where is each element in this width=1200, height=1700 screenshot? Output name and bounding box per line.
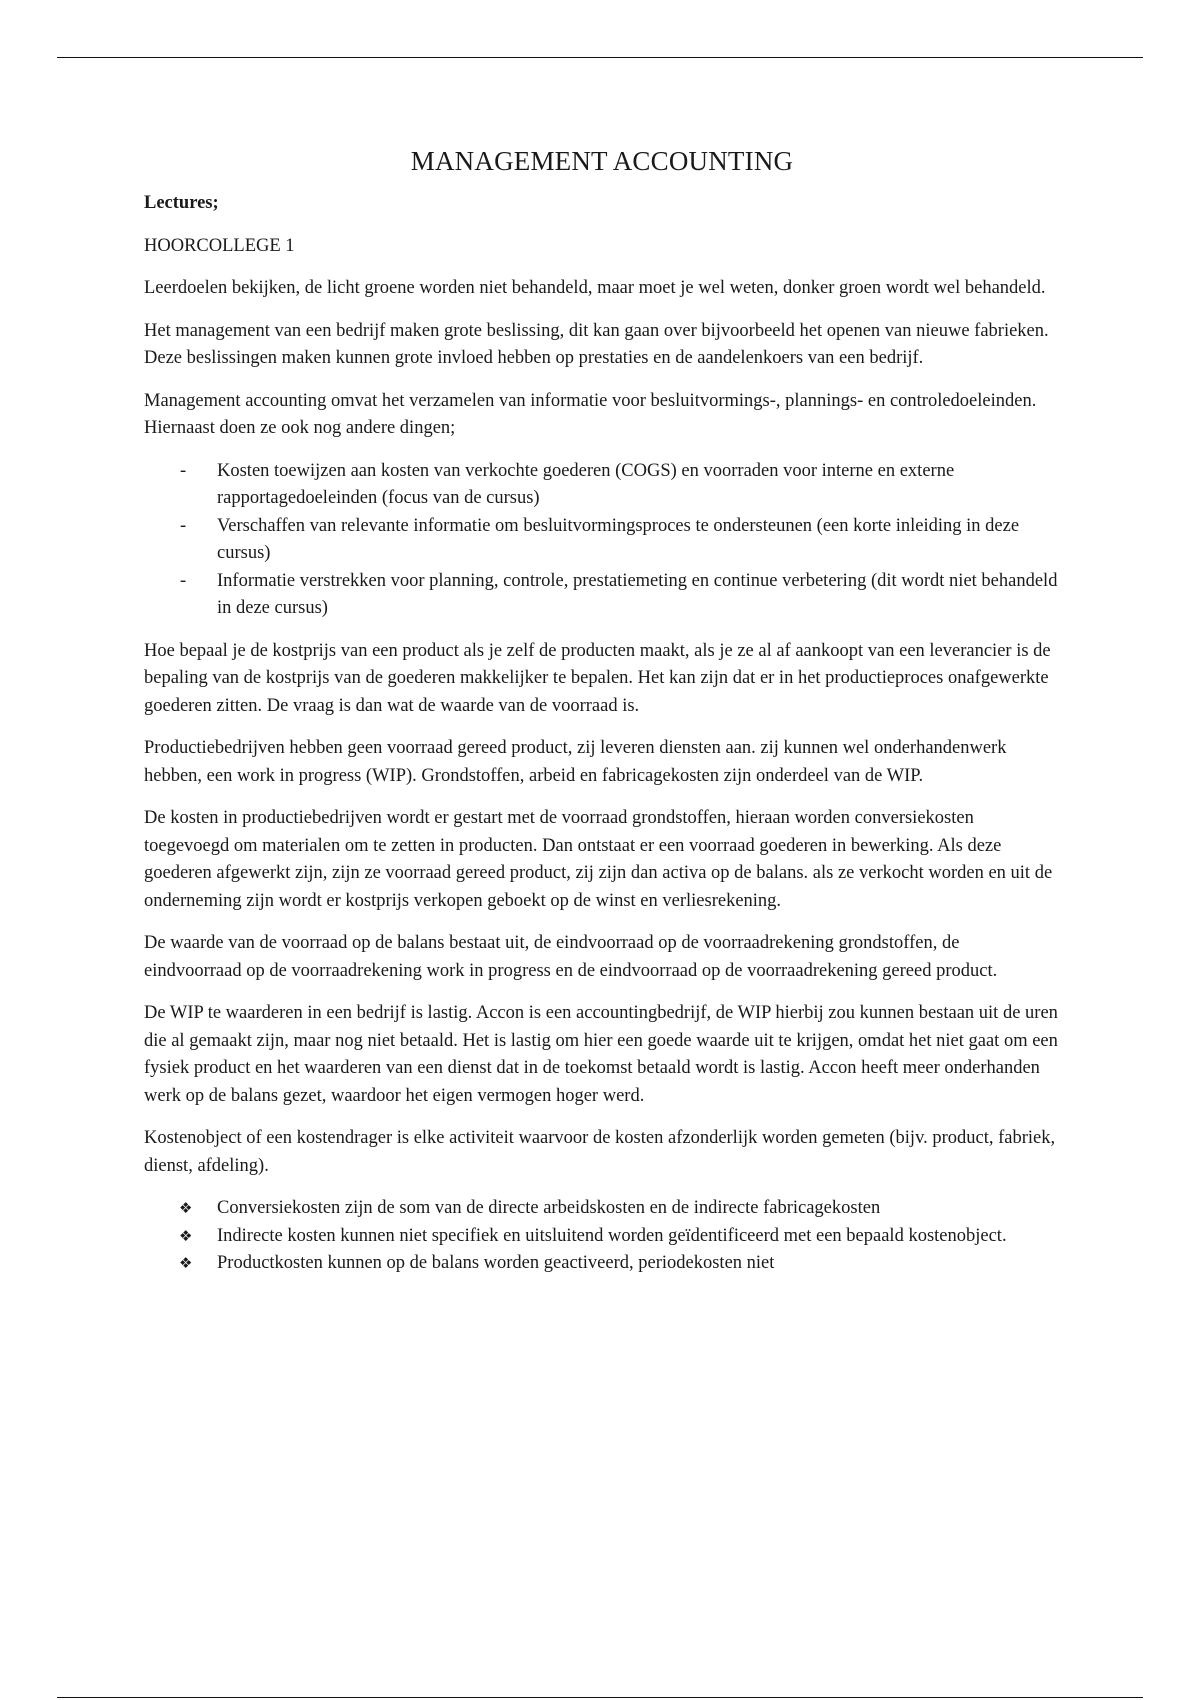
diamond-bullet-icon: ❖ — [179, 1226, 193, 1245]
list-item — [144, 1195, 1060, 1223]
paragraph-costs-flow: De kosten in productiebedrijven wordt er gestart met de voorraad grondstoffen, hieraan worden conversiekosten toegevoegd om materialen om te zetten in producten. Dan ontstaat er een voorraad goederen in bewerking. Als deze goederen afgewerkt zijn, zijn ze voorraad gereed product, zij zijn dan activa op de balans. als ze verkocht worden en uit de onderneming zijn wordt er kostprijs verkopen geboekt op de winst en verliesrekening. — [144, 808, 1053, 911]
paragraph-management-decisions: Het management van een bedrijf maken grote beslissing, dit kan gaan over bijvoorbeeld het openen van nieuwe fabrieken. Deze beslissingen maken kunnen grote invloed hebben op prestaties en de aandelenkoers van een bedrijf. — [144, 320, 1049, 368]
list-item — [144, 568, 1060, 623]
diamond-bullet-icon: ❖ — [179, 1199, 193, 1217]
diamond-list — [144, 1195, 1060, 1278]
document-title: MANAGEMENT ACCOUNTING — [410, 146, 794, 176]
paragraph-management-accounting: Management accounting omvat het verzamelen van informatie voor besluitvormings-, plannings- en controledoeleinden. Hiernaast doen ze ook nog andere dingen; — [144, 390, 1037, 438]
list-item-text: Verschaffen van relevante informatie om besluitvormingsproces te ondersteunen (een korte inleiding in deze cursus) — [217, 515, 1020, 563]
list-item-text: Informatie verstrekken voor planning, controle, prestatiemeting en continue verbetering (dit wordt niet behandeld in deze cursus) — [217, 570, 1058, 618]
section-label: Lectures; — [144, 193, 219, 213]
list-item — [144, 458, 1060, 513]
paragraph-inventory-value: De waarde van de voorraad op de balans bestaat uit, de eindvoorraad op de voorraadrekening grondstoffen, de eindvoorraad op de voorraadrekening work in progress en de eindvoorraad op de voorraadrekening gereed product. — [144, 933, 998, 981]
footer-rule — [57, 1697, 1143, 1698]
paragraph-cost-object: Kostenobject of een kostendrager is elke activiteit waarvoor de kosten afzonderlijk worden gemeten (bijv. product, fabriek, dienst, afdeling). — [144, 1128, 1056, 1176]
header-rule — [57, 57, 1143, 58]
list-item-text: Kosten toewijzen aan kosten van verkochte goederen (COGS) en voorraden voor interne en externe rapportagedoeleinden (focus van de cursus) — [217, 460, 955, 508]
paragraph-cost-price: Hoe bepaal je de kostprijs van een product als je zelf de producten maakt, als je ze al af aankoopt van een leverancier is de bepaling van de kostprijs van de goederen makkelijker te bepalen. Het kan zijn dat er in het productieproces onafgewerkte goederen zitten. De vraag is dan wat de waarde van de voorraad is. — [144, 640, 1051, 716]
list-item-text: Conversiekosten zijn de som van de directe arbeidskosten en de indirecte fabricagekosten — [217, 1198, 881, 1218]
list-item-text: Productkosten kunnen op de balans worden geactiveerd, periodekosten niet — [217, 1253, 775, 1273]
lecture-label: HOORCOLLEGE 1 — [144, 235, 295, 256]
dash-bullet: - — [180, 570, 187, 591]
dash-bullet: - — [180, 460, 187, 481]
paragraph-wip-valuation: De WIP te waarderen in een bedrijf is lastig. Accon is een accountingbedrijf, de WIP hierbij zou kunnen bestaan uit de uren die al gemaakt zijn, maar nog niet betaald. Het is lastig om hier een goede waarde uit te krijgen, omdat het niet gaat om een fysiek product en het waarderen van een dienst dat in de toekomst betaald wordt is lastig. Accon heeft meer onderhanden werk op de balans gezet, waardoor het eigen vermogen hoger werd. — [144, 1003, 1058, 1106]
list-item — [144, 1250, 1060, 1278]
dash-list — [144, 458, 1060, 623]
dash-bullet: - — [180, 515, 187, 536]
document-body — [144, 144, 1060, 1293]
list-item-text: Indirecte kosten kunnen niet specifiek en uitsluitend worden geïdentificeerd met een bepaald kostenobject. — [217, 1225, 1007, 1246]
paragraph-production-companies: Productiebedrijven hebben geen voorraad gereed product, zij leveren diensten aan. zij kunnen wel onderhandenwerk hebben, een work in progress (WIP). Grondstoffen, arbeid en fabricagekosten zijn onderdeel van de WIP. — [144, 738, 1007, 786]
list-item — [144, 513, 1060, 568]
paragraph-learning-goals: Leerdoelen bekijken, de licht groene worden niet behandeld, maar moet je wel weten, donker groen wordt wel behandeld. — [144, 278, 1046, 298]
list-item — [144, 1223, 1060, 1251]
diamond-bullet-icon: ❖ — [179, 1254, 193, 1272]
